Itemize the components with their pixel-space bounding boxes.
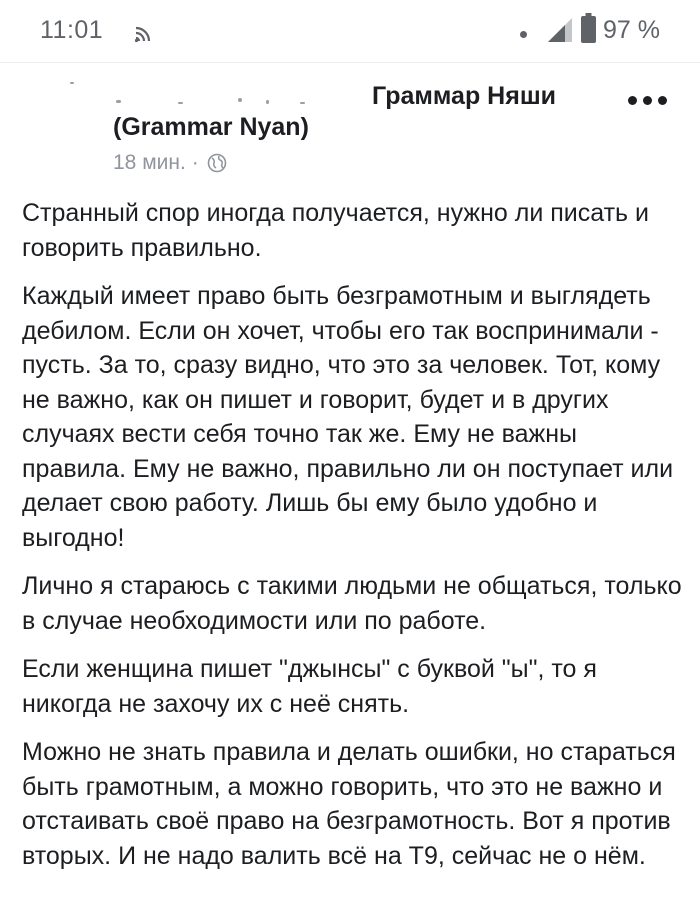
meta-separator: · (191, 151, 199, 174)
cast-icon (133, 20, 157, 44)
post-paragraph: Можно не знать правила и делать ошибки, но стараться быть грамотным, а можно говорить, что это не важно и отстаивать своё право на безграмотность. Вот я против вторых. И не надо валить всё на Т9, сейчас не о нём. (22, 738, 676, 870)
battery-icon (581, 13, 596, 43)
post-paragraph: Странный спор иногда получается, нужно ли писать и говорить правильно. (22, 199, 649, 262)
globe-icon (207, 153, 227, 173)
author-name-cut-off (60, 76, 320, 106)
post-paragraph: Лично я стараюсь с такими людьми не общаться, только в случае необходимости или по работе. (22, 572, 682, 635)
group-name-link[interactable]: Граммар Няши (372, 82, 557, 110)
post-body (22, 196, 682, 887)
post-meta (113, 150, 227, 176)
notification-dot-icon (520, 31, 527, 38)
post-paragraph: Каждый имеет право быть безграмотным и выглядеть дебилом. Если он хочет, чтобы его так воспринимали - пусть. За то, сразу видно, что это за человек. Тот, кому не важно, как он пишет и говорит, будет и в других случаях вести себя точно так же. Ему не важны правила. Ему не важно, правильно ли он поступает или делает свою работу. Лишь бы ему было удобно и выгодно! (22, 282, 674, 552)
signal-icon (546, 16, 574, 44)
status-bar (0, 0, 700, 62)
author-name-link[interactable]: (Grammar Nyan) (113, 113, 309, 141)
post-time[interactable]: 18 мин. (113, 151, 186, 174)
battery-percentage: 97 % (603, 16, 660, 44)
status-time: 11:01 (40, 16, 104, 44)
more-horizontal-icon[interactable] (628, 96, 672, 106)
status-divider (0, 62, 700, 63)
post-paragraph: Если женщина пишет "джынсы" с буквой "ы", то я никогда не захочу их с неё снять. (22, 655, 597, 718)
